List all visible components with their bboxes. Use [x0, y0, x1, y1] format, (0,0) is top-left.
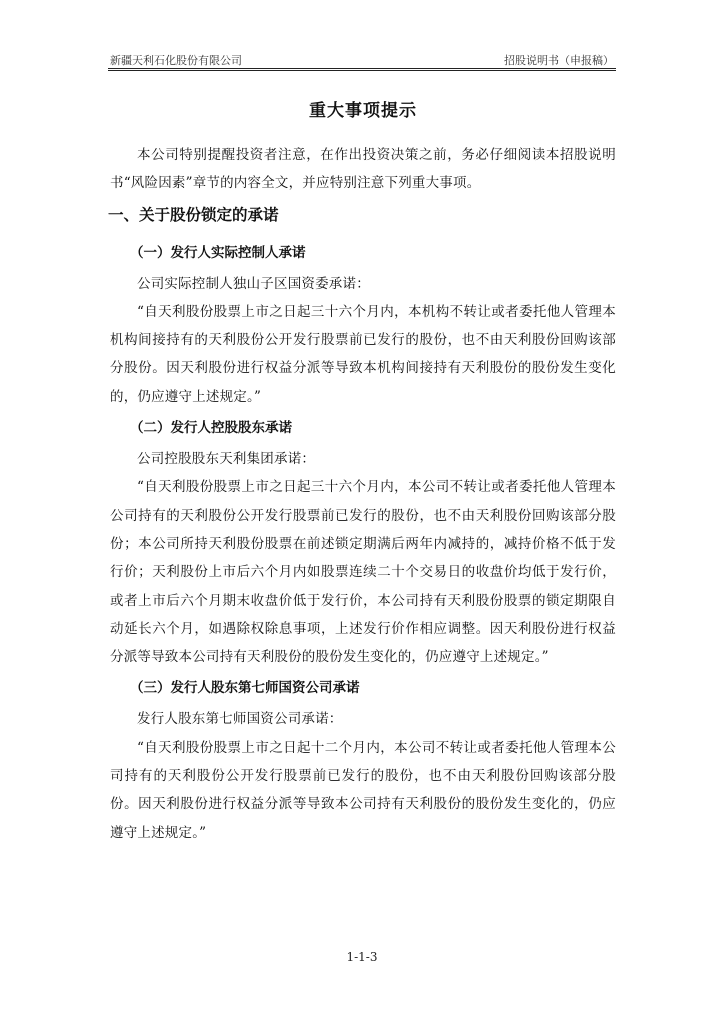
company-name: 新疆天利石化股份有限公司	[110, 54, 242, 67]
subsection-heading: （一）发行人实际控制人承诺	[130, 244, 306, 261]
commitment-quote: “自天利股份股票上市之日起三十六个月内，本公司不转让或者委托他人管理本公司持有的天利股份公开发行股票前已发行的股份，也不由天利股份回购该部分股份；本公司所持天利股份股票在前述锁定期满后两年内减持的，减持价格不低于发行价；天利股份上市后六个月内如股票连续二十个交易日的收盘价均低于发行价，或者上市后六个月期末收盘价低于发行价，本公司持有天利股份股票的锁定期限自动延长六个月，如遇除权除息事项，上述发行价作相应调整。因天利股份进行权益分派等导致本公司持有天利股份的股份发生变化的，仍应遵守上述规定。”	[110, 479, 616, 666]
subsection-lead: 公司控股股东天利集团承诺：	[137, 451, 316, 468]
page-header	[108, 50, 616, 70]
subsection-lead: 公司实际控制人独山子区国资委承诺：	[137, 275, 370, 292]
commitment-quote: “自天利股份股票上市之日起十二个月内，本公司不转让或者委托他人管理本公司持有的天利股份公开发行股票前已发行的股份，也不由天利股份回购该部分股份。因天利股份进行权益分派等导致本公司持有天利股份的股份发生变化的，仍应遵守上述规定。”	[110, 739, 616, 841]
document-body	[110, 96, 616, 847]
subsection-heading: （三）发行人股东第七师国资公司承诺	[130, 680, 360, 697]
section-heading: 一、关于股份锁定的承诺	[108, 205, 279, 224]
subsection-heading: （二）发行人控股股东承诺	[130, 420, 292, 437]
intro-paragraph: 本公司特别提醒投资者注意，在作出投资决策之前，务必仔细阅读本招股说明书“风险因素”章节的内容全文，并应特别注意下列重大事项。	[110, 147, 616, 192]
commitment-quote: “自天利股份股票上市之日起三十六个月内，本机构不转让或者委托他人管理本机构间接持有的天利股份公开发行股票前已发行的股份，也不由天利股份回购该部分股份。因天利股份进行权益分派等导致本机构间接持有天利股份的股份发生变化的，仍应遵守上述规定。”	[110, 303, 616, 405]
page-number: 1-1-3	[346, 950, 378, 964]
header-divider	[108, 68, 616, 71]
document-name: 招股说明书（申报稿）	[504, 54, 614, 67]
subsection-lead: 发行人股东第七师国资公司承诺：	[137, 711, 343, 728]
page-title: 重大事项提示	[309, 101, 417, 121]
